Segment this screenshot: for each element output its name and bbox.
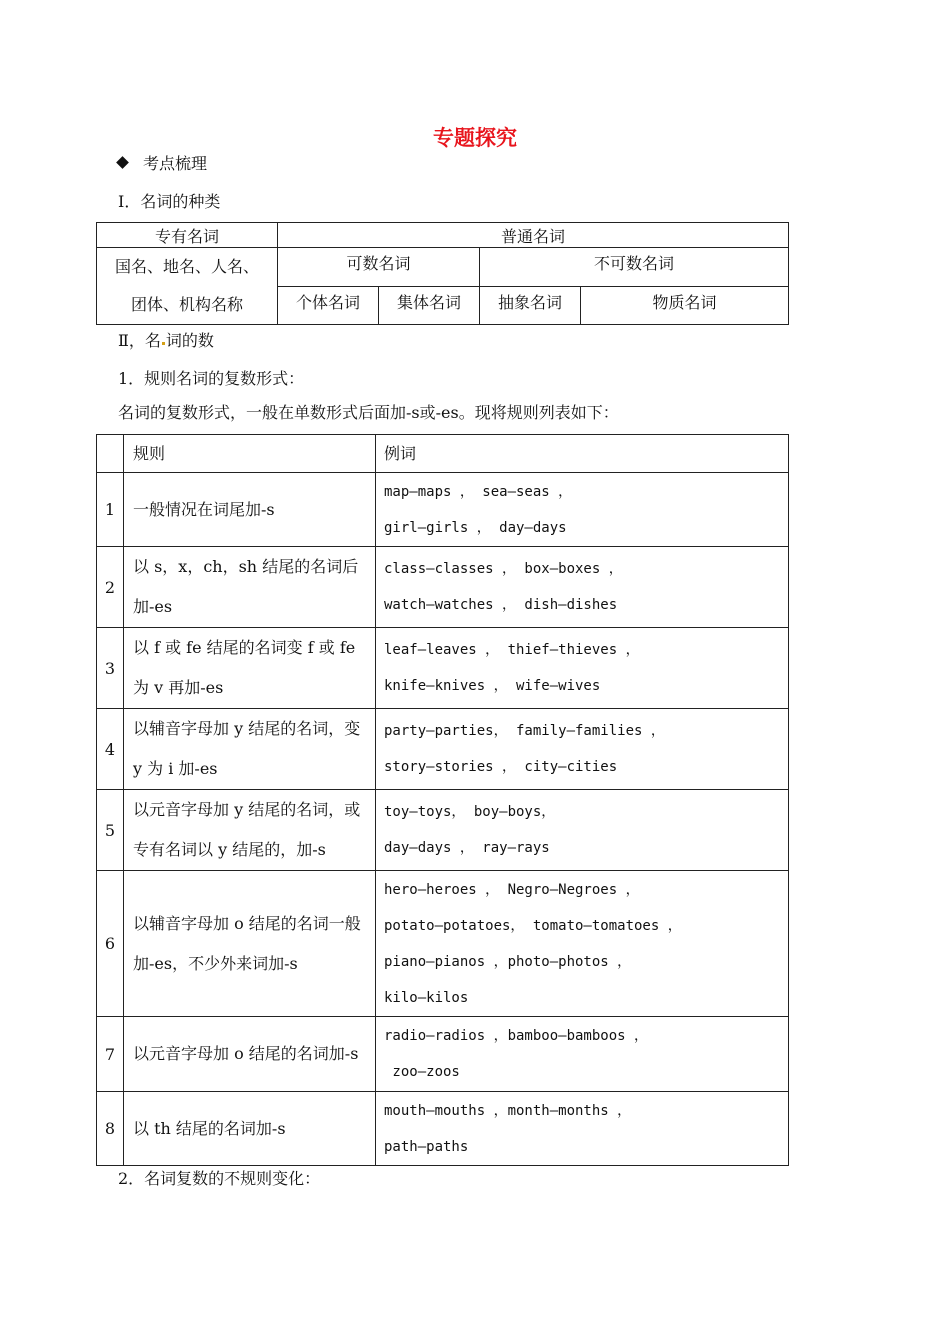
proper-desc-line-1: 国名、地名、人名、 — [114, 257, 259, 276]
example-line: potato—potatoes， tomato—tomatoes ， — [384, 917, 682, 934]
table-row — [97, 709, 789, 790]
example-line: piano—pianos ，photo—photos ， — [384, 953, 632, 970]
section-label: 考点梳理 — [143, 154, 208, 173]
rule-text: 以辅音字母加 o 结尾的名词一般加-es，不少外来词加-s — [124, 871, 376, 1017]
example-line: day—days ， ray—rays — [384, 840, 550, 856]
example-line: map—maps ， sea—seas ， — [384, 483, 573, 500]
rule-text: 一般情况在词尾加-s — [124, 473, 376, 547]
rule-text: 以元音字母加 y 结尾的名词，或专有名词以 y 结尾的，加-s — [124, 790, 376, 871]
proper-noun-description — [97, 248, 278, 325]
header-rule-cell: 规则 — [124, 435, 376, 473]
collective-noun-cell: 集体名词 — [379, 286, 480, 325]
table-row — [97, 473, 789, 547]
example-line: class—classes ， box—boxes ， — [384, 561, 623, 577]
table-row — [97, 871, 789, 1017]
row-number: 7 — [97, 1017, 124, 1092]
example-cell — [376, 790, 789, 871]
material-noun-cell: 物质名词 — [581, 286, 789, 325]
rule-text: 以 f 或 fe 结尾的名词变 f 或 fe 为 v 再加-es — [124, 628, 376, 709]
example-cell — [376, 871, 789, 1017]
example-cell — [376, 709, 789, 790]
rule-text: 以元音字母加 o 结尾的名词加-s — [124, 1017, 376, 1092]
example-cell — [376, 547, 789, 628]
example-cell — [376, 1092, 789, 1166]
common-noun-header: 普通名词 — [278, 223, 789, 248]
example-line: zoo—zoos — [384, 1064, 460, 1080]
header-number-cell — [97, 435, 124, 473]
example-line: watch—watches ， dish—dishes — [384, 597, 618, 613]
abstract-noun-cell: 抽象名词 — [480, 286, 581, 325]
header-example-cell: 例词 — [376, 435, 789, 473]
row-number: 6 — [97, 871, 124, 1017]
section-heading — [118, 151, 207, 174]
intro-paragraph: 名词的复数形式，一般在单数形式后面加-s或-es。现将规则列表如下： — [118, 403, 619, 422]
table-row — [97, 628, 789, 709]
example-line: kilo—kilos — [384, 989, 469, 1006]
example-line: leaf—leaves ， thief—thieves ， — [384, 642, 640, 658]
row-number: 2 — [97, 547, 124, 628]
subheading-irregular: 2．名词复数的不规则变化： — [118, 1169, 321, 1188]
subheading-regular: 1．规则名词的复数形式： — [118, 369, 305, 388]
rule-text: 以辅音字母加 y 结尾的名词，变 y 为 i 加-es — [124, 709, 376, 790]
example-line: story—stories ， city—cities — [384, 759, 618, 775]
part2-heading — [118, 328, 214, 351]
noun-types-table — [96, 222, 789, 325]
example-line: path—paths — [384, 1138, 469, 1155]
rule-text: 以 s，x，ch，sh 结尾的名词后加-es — [124, 547, 376, 628]
row-number: 5 — [97, 790, 124, 871]
example-line: toy—toys， boy—boys， — [384, 804, 556, 820]
table-row — [97, 1092, 789, 1166]
row-number: 3 — [97, 628, 124, 709]
table-row — [97, 547, 789, 628]
countable-header: 可数名词 — [278, 248, 480, 287]
stray-dot-icon — [162, 342, 165, 345]
example-line: radio—radios ，bamboo—bamboos ， — [384, 1028, 649, 1044]
part1-heading: Ⅰ．名词的种类 — [118, 192, 221, 211]
rule-text: 以 th 结尾的名词加-s — [124, 1092, 376, 1166]
example-cell — [376, 473, 789, 547]
proper-desc-line-2: 团体、机构名称 — [130, 295, 243, 314]
page-title: 专题探究 — [433, 125, 517, 150]
example-line: girl—girls ， day—days — [384, 519, 567, 536]
plural-rules-table — [96, 434, 789, 1166]
table-row — [97, 1017, 789, 1092]
uncountable-header: 不可数名词 — [480, 248, 789, 287]
example-line: knife—knives ， wife—wives — [384, 678, 601, 694]
row-number: 4 — [97, 709, 124, 790]
proper-noun-header: 专有名词 — [97, 223, 278, 248]
part2-heading-end: 词的数 — [165, 331, 214, 350]
example-line: hero—heroes ， Negro—Negroes ， — [384, 881, 640, 898]
individual-noun-cell: 个体名词 — [278, 286, 379, 325]
example-line: mouth—mouths ，month—months ， — [384, 1102, 632, 1119]
table-row — [97, 790, 789, 871]
row-number: 1 — [97, 473, 124, 547]
part2-heading-start: Ⅱ，名 — [118, 331, 161, 350]
example-cell — [376, 628, 789, 709]
row-number: 8 — [97, 1092, 124, 1166]
diamond-bullet-icon — [116, 156, 129, 169]
example-cell — [376, 1017, 789, 1092]
example-line: party—parties， family—families ， — [384, 723, 665, 739]
